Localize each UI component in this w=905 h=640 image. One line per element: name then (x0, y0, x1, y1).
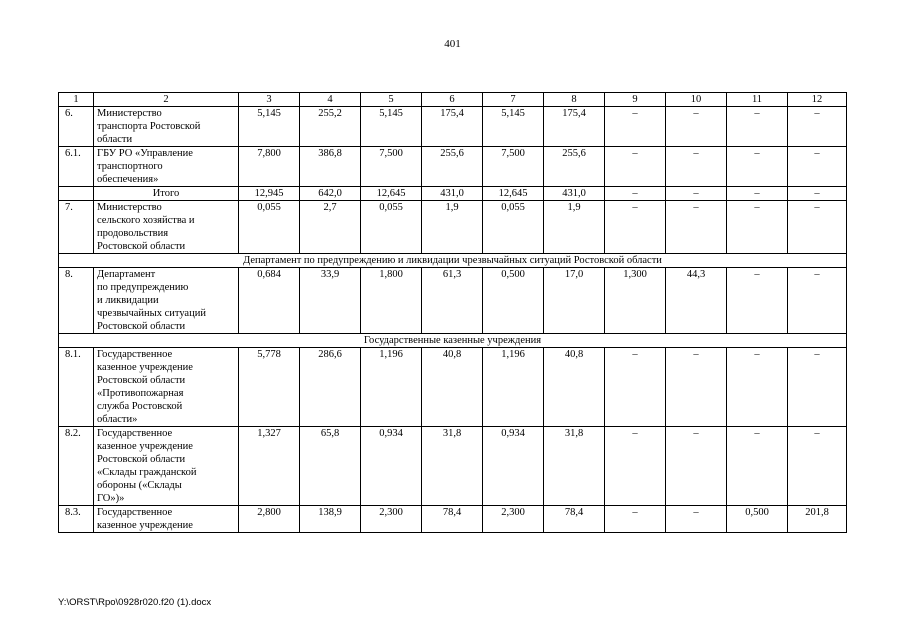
organization-name-line: транспортного (97, 161, 163, 172)
value-cell: 1,800 (361, 268, 422, 334)
column-number-cell: 8 (544, 93, 605, 107)
value-cell: – (727, 268, 788, 334)
value-cell: 31,8 (544, 427, 605, 506)
value-cell: 1,9 (422, 201, 483, 254)
organization-name-line: области (97, 134, 133, 145)
value-cell: – (605, 348, 666, 427)
organization-name-line: Государственное (97, 507, 173, 518)
value-cell: 1,196 (483, 348, 544, 427)
value-cell: 5,145 (239, 107, 300, 147)
organization-name-line: казенное учреждение (97, 362, 193, 373)
organization-name-line: чрезвычайных ситуаций (97, 308, 206, 319)
value-cell: – (605, 201, 666, 254)
value-cell: 431,0 (422, 187, 483, 201)
organization-name (94, 201, 239, 254)
column-number-cell: 3 (239, 93, 300, 107)
section-heading-row (59, 334, 847, 348)
value-cell: 7,800 (239, 147, 300, 187)
value-cell: 0,684 (239, 268, 300, 334)
organization-name-line: Итого (152, 188, 180, 199)
value-cell: 386,8 (300, 147, 361, 187)
value-cell: 2,7 (300, 201, 361, 254)
column-number-cell: 1 (59, 93, 94, 107)
value-cell: 12,645 (361, 187, 422, 201)
table-row (59, 107, 847, 147)
value-cell: 1,196 (361, 348, 422, 427)
value-cell: – (788, 147, 847, 187)
value-cell: – (605, 107, 666, 147)
column-number-cell: 11 (727, 93, 788, 107)
column-number-cell: 7 (483, 93, 544, 107)
value-cell: 255,6 (422, 147, 483, 187)
value-cell: 431,0 (544, 187, 605, 201)
table-row (59, 268, 847, 334)
row-number: 8. (59, 268, 94, 334)
column-number-row (59, 93, 847, 107)
organization-name (94, 187, 239, 201)
value-cell: – (788, 187, 847, 201)
organization-name-line: транспорта Ростовской (97, 121, 201, 132)
organization-name-line: и ликвидации (97, 295, 159, 306)
value-cell: 642,0 (300, 187, 361, 201)
section-heading-row (59, 254, 847, 268)
row-number: 8.2. (59, 427, 94, 506)
value-cell: 255,6 (544, 147, 605, 187)
value-cell: 17,0 (544, 268, 605, 334)
organization-name-line: по предупреждению (97, 282, 189, 293)
value-cell: 0,055 (483, 201, 544, 254)
value-cell: – (788, 348, 847, 427)
organization-name-line: продовольствия (97, 228, 169, 239)
value-cell: 1,9 (544, 201, 605, 254)
value-cell: – (788, 427, 847, 506)
organization-name-line: Ростовской области (97, 375, 186, 386)
value-cell: 0,934 (361, 427, 422, 506)
organization-name-line: обороны («Склады (97, 480, 182, 491)
value-cell: 0,500 (727, 506, 788, 533)
value-cell: 5,145 (483, 107, 544, 147)
value-cell: 0,500 (483, 268, 544, 334)
organization-name-line: казенное учреждение (97, 441, 193, 452)
value-cell: 31,8 (422, 427, 483, 506)
value-cell: 40,8 (544, 348, 605, 427)
value-cell: 1,327 (239, 427, 300, 506)
organization-name (94, 268, 239, 334)
table-row (59, 201, 847, 254)
column-number-cell: 6 (422, 93, 483, 107)
organization-name-line: Ростовской области (97, 321, 186, 332)
value-cell: – (666, 427, 727, 506)
column-number-cell: 10 (666, 93, 727, 107)
value-cell: – (788, 268, 847, 334)
column-number-cell: 5 (361, 93, 422, 107)
value-cell: – (727, 201, 788, 254)
value-cell: – (666, 506, 727, 533)
row-number: 8.1. (59, 348, 94, 427)
value-cell: 78,4 (544, 506, 605, 533)
organization-name-line: Государственное (97, 349, 173, 360)
value-cell: 175,4 (422, 107, 483, 147)
value-cell: – (666, 107, 727, 147)
organization-name-line: «Противопожарная (97, 388, 184, 399)
row-number (59, 187, 94, 201)
organization-name (94, 348, 239, 427)
organization-name-line: служба Ростовской (97, 401, 183, 412)
value-cell: 61,3 (422, 268, 483, 334)
value-cell: – (605, 506, 666, 533)
value-cell: 44,3 (666, 268, 727, 334)
value-cell: 138,9 (300, 506, 361, 533)
value-cell: 286,6 (300, 348, 361, 427)
value-cell: 0,934 (483, 427, 544, 506)
organization-name-line: Министерство (97, 108, 162, 119)
organization-name (94, 506, 239, 533)
value-cell: 5,145 (361, 107, 422, 147)
table-row (59, 147, 847, 187)
value-cell: 12,645 (483, 187, 544, 201)
value-cell: 33,9 (300, 268, 361, 334)
column-number-cell: 9 (605, 93, 666, 107)
column-number-cell: 2 (94, 93, 239, 107)
value-cell: – (788, 107, 847, 147)
value-cell: 2,300 (483, 506, 544, 533)
organization-name-line: Ростовской области (97, 454, 186, 465)
value-cell: 2,300 (361, 506, 422, 533)
organization-name-line: обеспечения» (97, 174, 159, 185)
organization-name-line: Министерство (97, 202, 162, 213)
organization-name-line: ГО»)» (97, 493, 125, 504)
organization-name (94, 107, 239, 147)
organization-name-line: Государственное (97, 428, 173, 439)
value-cell: 65,8 (300, 427, 361, 506)
row-number: 8.3. (59, 506, 94, 533)
organization-name (94, 427, 239, 506)
value-cell: – (727, 427, 788, 506)
value-cell: – (727, 107, 788, 147)
organization-name-line: ГБУ РО «Управление (97, 148, 193, 159)
value-cell: – (727, 348, 788, 427)
value-cell: 175,4 (544, 107, 605, 147)
row-number: 6.1. (59, 147, 94, 187)
value-cell: 1,300 (605, 268, 666, 334)
row-number: 6. (59, 107, 94, 147)
section-heading: Департамент по предупреждению и ликвидации чрезвычайных ситуаций Ростовской области (59, 254, 847, 268)
organization-name-line: «Склады гражданской (97, 467, 197, 478)
value-cell: 12,945 (239, 187, 300, 201)
value-cell: 0,055 (361, 201, 422, 254)
value-cell: 201,8 (788, 506, 847, 533)
value-cell: – (666, 147, 727, 187)
value-cell: – (727, 147, 788, 187)
value-cell: – (605, 147, 666, 187)
value-cell: 7,500 (483, 147, 544, 187)
value-cell: 5,778 (239, 348, 300, 427)
organization-name-line: Департамент (97, 269, 156, 280)
value-cell: 255,2 (300, 107, 361, 147)
table-row (59, 506, 847, 533)
file-path-footer: Y:\ORST\Rpo\0928r020.f20 (1).docx (58, 597, 212, 608)
organization-name-line: казенное учреждение (97, 520, 193, 531)
value-cell: – (666, 187, 727, 201)
value-cell: – (605, 187, 666, 201)
value-cell: 78,4 (422, 506, 483, 533)
total-row (59, 187, 847, 201)
value-cell: – (666, 348, 727, 427)
value-cell: – (605, 427, 666, 506)
value-cell: 0,055 (239, 201, 300, 254)
column-number-cell: 4 (300, 93, 361, 107)
value-cell: 7,500 (361, 147, 422, 187)
page-number: 401 (444, 38, 461, 50)
organization-name (94, 147, 239, 187)
organization-name-line: сельского хозяйства и (97, 215, 195, 226)
budget-table (58, 92, 847, 533)
value-cell: – (788, 201, 847, 254)
organization-name-line: Ростовской области (97, 241, 186, 252)
table-row (59, 348, 847, 427)
organization-name-line: области» (97, 414, 138, 425)
value-cell: 40,8 (422, 348, 483, 427)
column-number-cell: 12 (788, 93, 847, 107)
value-cell: 2,800 (239, 506, 300, 533)
section-heading: Государственные казенные учреждения (59, 334, 847, 348)
row-number: 7. (59, 201, 94, 254)
value-cell: – (727, 187, 788, 201)
table-row (59, 427, 847, 506)
value-cell: – (666, 201, 727, 254)
